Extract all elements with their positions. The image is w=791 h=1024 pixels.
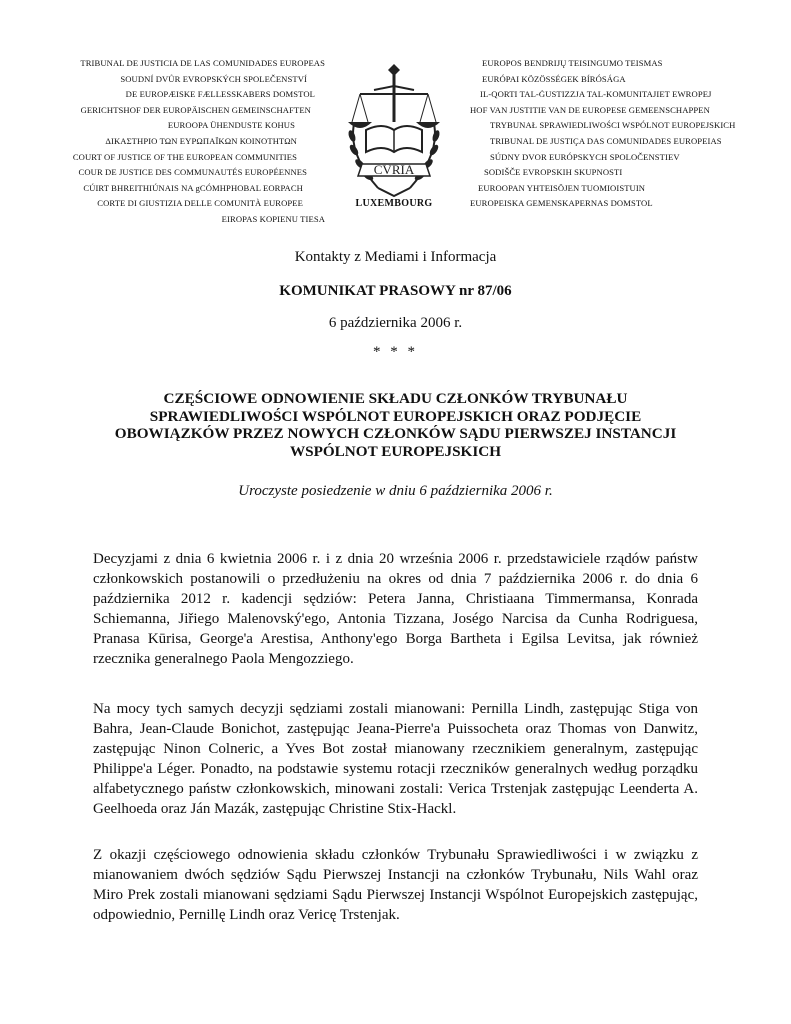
court-name: EIROPAS KOPIENU TIESA <box>221 213 325 224</box>
court-name: ΔΙΚΑΣΤΗΡΙΟ ΤΩΝ ΕΥΡΩΠΑΪΚΩΝ ΚΟΙΝΟΤΗΤΩΝ <box>105 135 297 146</box>
title-line: WSPÓLNOT EUROPEJSKICH <box>289 442 502 460</box>
logo-text: CVRIA <box>373 162 415 177</box>
court-name: IL-QORTI TAL-ĠUSTIZZJA TAL-KOMUNITAJIET EWROPEJ <box>480 89 712 100</box>
body-paragraph: Na mocy tych samych decyzji sędziami zostali mianowani: Pernilla Lindh, zastępując Stiga von Bahra, Jean-Claude Bonichot, zastępując Jeana-Pierre'a Puissocheta oraz Thomas von Danwitz, zastępując Ninon Colneric, a Yves Bot został mianowany rzecznikiem generalnym, zastępując Philippe'a Léger. Ponadto, na podstawie systemu rotacji rzeczników generalnych według porządku alfabetycznego państw członkowskich, minowani zostali: Verica Trstenjak zastępując Leenderta A. Geelhoeda oraz Ján Mazák, zastępując Christine Stix-Hackl. <box>93 701 698 817</box>
court-name: DE EUROPÆISKE FÆLLESSKABERS DOMSTOL <box>125 89 315 100</box>
release-date: 6 października 2006 r. <box>328 315 463 331</box>
court-emblem-icon <box>338 64 450 206</box>
title-line: OBOWIĄZKÓW PRZEZ NOWYCH CZŁONKÓW SĄDU PIERWSZEJ INSTANCJI <box>114 425 677 442</box>
court-names-left <box>73 56 325 228</box>
court-name: SODIŠČE EVROPSKIH SKUPNOSTI <box>484 167 623 178</box>
body-paragraph: Z okazji częściowego odnowienia składu członków Trybunału Sprawiedliwości i w związku z mianowaniem dwóch sędziów Sądu Pierwszej Instancji na członków Trybunału, Nils Wahl oraz Miro Prek zostali mianowani sędziami Sądu Pierwszej Instancji Wspólnot Europejskich zastępując, odpowiednio, Pernillę Lindh oraz Vericę Trstenjak. <box>93 847 698 923</box>
court-name: EUROOPAN YHTEISÖJEN TUOMIOISTUIN <box>478 182 646 193</box>
logo-city: LUXEMBOURG <box>355 198 433 209</box>
separator: * * * <box>373 344 418 360</box>
court-name: GERICHTSHOF DER EUROPÄISCHEN GEMEINSCHAFTEN <box>80 104 311 115</box>
court-name: COUR DE JUSTICE DES COMMUNAUTÉS EUROPÉENNES <box>78 167 307 178</box>
court-name: HOF VAN JUSTITIE VAN DE EUROPESE GEMEENSCHAPPEN <box>470 104 710 115</box>
court-names-right <box>470 56 735 212</box>
document-subtitle: Uroczyste posiedzenie w dniu 6 października 2006 r. <box>238 483 553 499</box>
court-name: TRIBUNAL DE JUSTICIA DE LAS COMUNIDADES EUROPEAS <box>80 58 325 68</box>
title-line: SPRAWIEDLIWOŚCI WSPÓLNOT EUROPEJSKICH ORAZ PODJĘCIE <box>149 407 642 425</box>
court-name: CÚIRT BHREITHIÚNAIS NA gCÓMHPHOBAL EORPACH <box>83 182 303 193</box>
court-name: EUROPOS BENDRIJŲ TEISINGUMO TEISMAS <box>482 58 663 68</box>
court-name: TRYBUNAŁ SPRAWIEDLIWOŚCI WSPÓLNOT EUROPEJSKICH <box>490 120 736 131</box>
court-name: CORTE DI GIUSTIZIA DELLE COMUNITÀ EUROPEE <box>97 198 303 209</box>
press-release-number: KOMUNIKAT PRASOWY nr 87/06 <box>279 283 512 299</box>
title-line: CZĘŚCIOWE ODNOWIENIE SKŁADU CZŁONKÓW TRYBUNAŁU <box>163 390 628 407</box>
body-paragraph: Decyzjami z dnia 6 kwietnia 2006 r. i z dnia 20 września 2006 r. przedstawiciele rządów państw członkowskich postanowili o przedłużeniu na okres od dnia 7 października 2006 r. do dnia 6 października 2012 r. kadencji sędziów: Petera Janna, Christiaana Timmermansa, Konrada Schiemanna, Jiřiego Malenovský'ego, Antonia Tizzana, Joségo Narcisa da Cunha Rodriguesa, Pranasa Kūrisa, George'a Arestisa, Anthony'ego Borga Bartheta i Egilsa Levitsa, jak również rzecznika generalnego Paola Mengozziego. <box>93 551 698 667</box>
court-name: SÚDNY DVOR EURÓPSKYCH SPOLOČENSTIEV <box>490 151 680 162</box>
court-name: EUROPEISKA GEMENSKAPERNAS DOMSTOL <box>470 198 653 209</box>
contact-line: Kontakty z Mediami i Informacja <box>294 249 497 265</box>
court-name: COURT OF JUSTICE OF THE EUROPEAN COMMUNITIES <box>72 151 297 162</box>
document-title <box>0 390 791 460</box>
court-name: TRIBUNAL DE JUSTIÇA DAS COMUNIDADES EUROPEIAS <box>490 135 722 146</box>
court-name: EUROOPA ÜHENDUSTE KOHUS <box>167 120 295 131</box>
court-name: SOUDNÍ DVŮR EVROPSKÝCH SPOLEČENSTVÍ <box>120 73 307 84</box>
court-name: EURÓPAI KÖZÖSSÉGEK BÍRÓSÁGA <box>482 73 626 84</box>
letterhead <box>0 56 791 226</box>
